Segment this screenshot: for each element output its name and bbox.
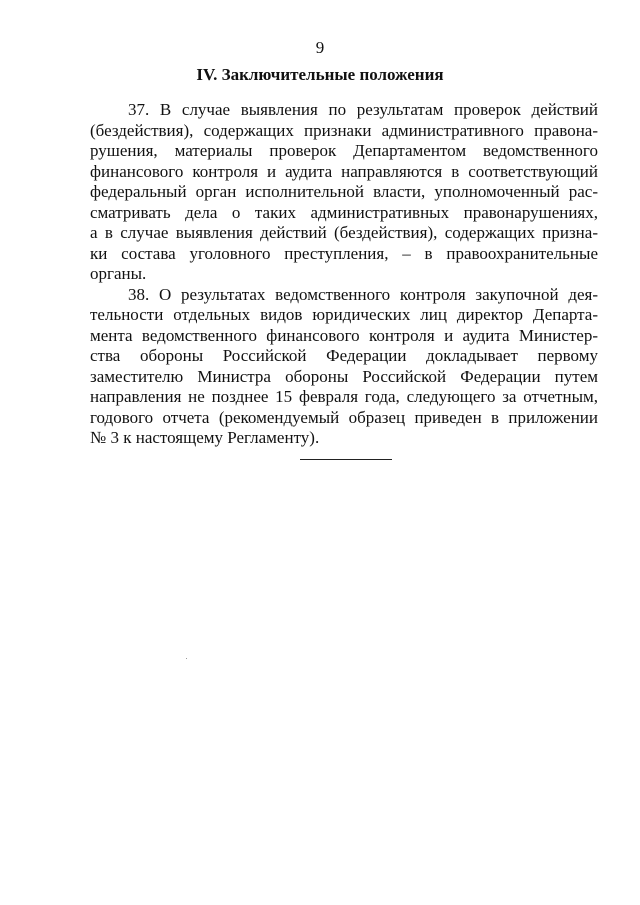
text-line: направления не позднее 15 февраля года, следующего за отчетным, [90, 387, 598, 406]
body-text [90, 100, 598, 449]
text-line: органы. [90, 264, 147, 283]
paragraph-37 [90, 100, 598, 285]
text-line: (бездействия), содержащих признаки административного правона- [90, 120, 598, 140]
text-line: а в случае выявления действий (бездействия), содержащих призна- [90, 223, 598, 242]
text-line: сматривать дела о таких административных правонарушениях, [90, 202, 598, 222]
section-title: IV. Заключительные положения [196, 65, 444, 84]
text-line: заместителю Министра обороны Российской Федерации путем [90, 366, 598, 386]
text-line: федеральный орган исполнительной власти, уполномоченный рас- [90, 182, 598, 201]
text-line: 38. О результатах ведомственного контроля закупочной дея- [128, 284, 598, 304]
text-line: 37. В случае выявления по результатам проверок действий [128, 100, 598, 119]
text-line: тельности отдельных видов юридических лиц директор Департа- [90, 305, 598, 324]
scan-speck [186, 658, 187, 659]
text-line: № 3 к настоящему Регламенту). [90, 428, 320, 447]
text-line: рушения, материалы проверок Департаментом ведомственного [90, 141, 598, 160]
page-number: 9 [315, 38, 325, 57]
end-of-text-rule [300, 459, 392, 460]
text-line: ки состава уголовного преступления, – в правоохранительные [90, 243, 598, 263]
text-line: ства обороны Российской Федерации докладывает первому [90, 346, 598, 365]
text-line: мента ведомственного финансового контроля и аудита Министер- [90, 325, 598, 345]
paragraph-38 [90, 285, 598, 449]
text-line: годового отчета (рекомендуемый образец приведен в приложении [90, 407, 598, 427]
text-line: финансового контроля и аудита направляются в соответствующий [90, 161, 598, 181]
